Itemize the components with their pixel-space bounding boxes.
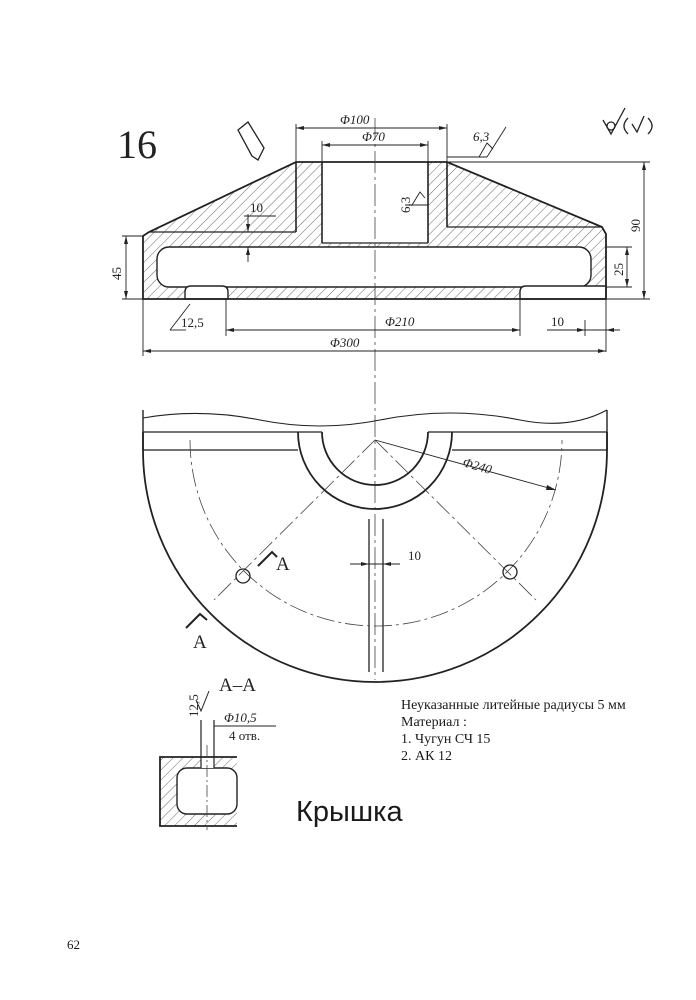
dim-wall-10: 10	[250, 200, 263, 215]
roughness-top-value: 6,3	[473, 129, 490, 144]
section-mark-a-upper: А	[276, 554, 290, 575]
note-material-1: 1. Чугун СЧ 15	[401, 732, 491, 747]
technical-notes	[401, 697, 626, 765]
dim-h25: 25	[611, 263, 626, 276]
dim-hole-d: Φ10,5	[224, 710, 257, 725]
front-section-view	[143, 118, 606, 680]
dim-h45: 45	[109, 267, 124, 280]
dim-rib-10: 10	[408, 548, 421, 563]
dim-d210: Φ210	[385, 314, 415, 329]
section-aa-label: А–А	[219, 675, 256, 696]
section-mark-a-lower: А	[193, 632, 207, 653]
roughness-bottom-value: 12,5	[181, 315, 204, 330]
tool-sketch-icon	[238, 122, 264, 160]
dim-right-10: 10	[551, 314, 564, 329]
section-aa-view	[160, 691, 276, 830]
note-radii: Неуказанные литейные радиусы 5 мм	[401, 698, 626, 713]
roughness-inner-value: 6,3	[398, 196, 413, 213]
roughness-general-icon	[603, 108, 652, 134]
note-material-2: 2. АК 12	[401, 749, 452, 764]
note-material-label: Материал :	[401, 715, 467, 730]
drawing-number: 16	[117, 122, 157, 167]
drawing-title: Крышка	[296, 796, 403, 828]
dim-hole-count: 4 отв.	[229, 728, 261, 743]
dim-d100: Φ100	[340, 112, 370, 127]
page-number: 62	[67, 937, 80, 952]
dim-d70: Φ70	[362, 129, 385, 144]
dim-h90: 90	[628, 219, 643, 232]
section-roughness: 12,5	[186, 694, 201, 717]
dim-d300: Φ300	[330, 335, 360, 350]
dim-d240: Φ240	[461, 454, 494, 477]
